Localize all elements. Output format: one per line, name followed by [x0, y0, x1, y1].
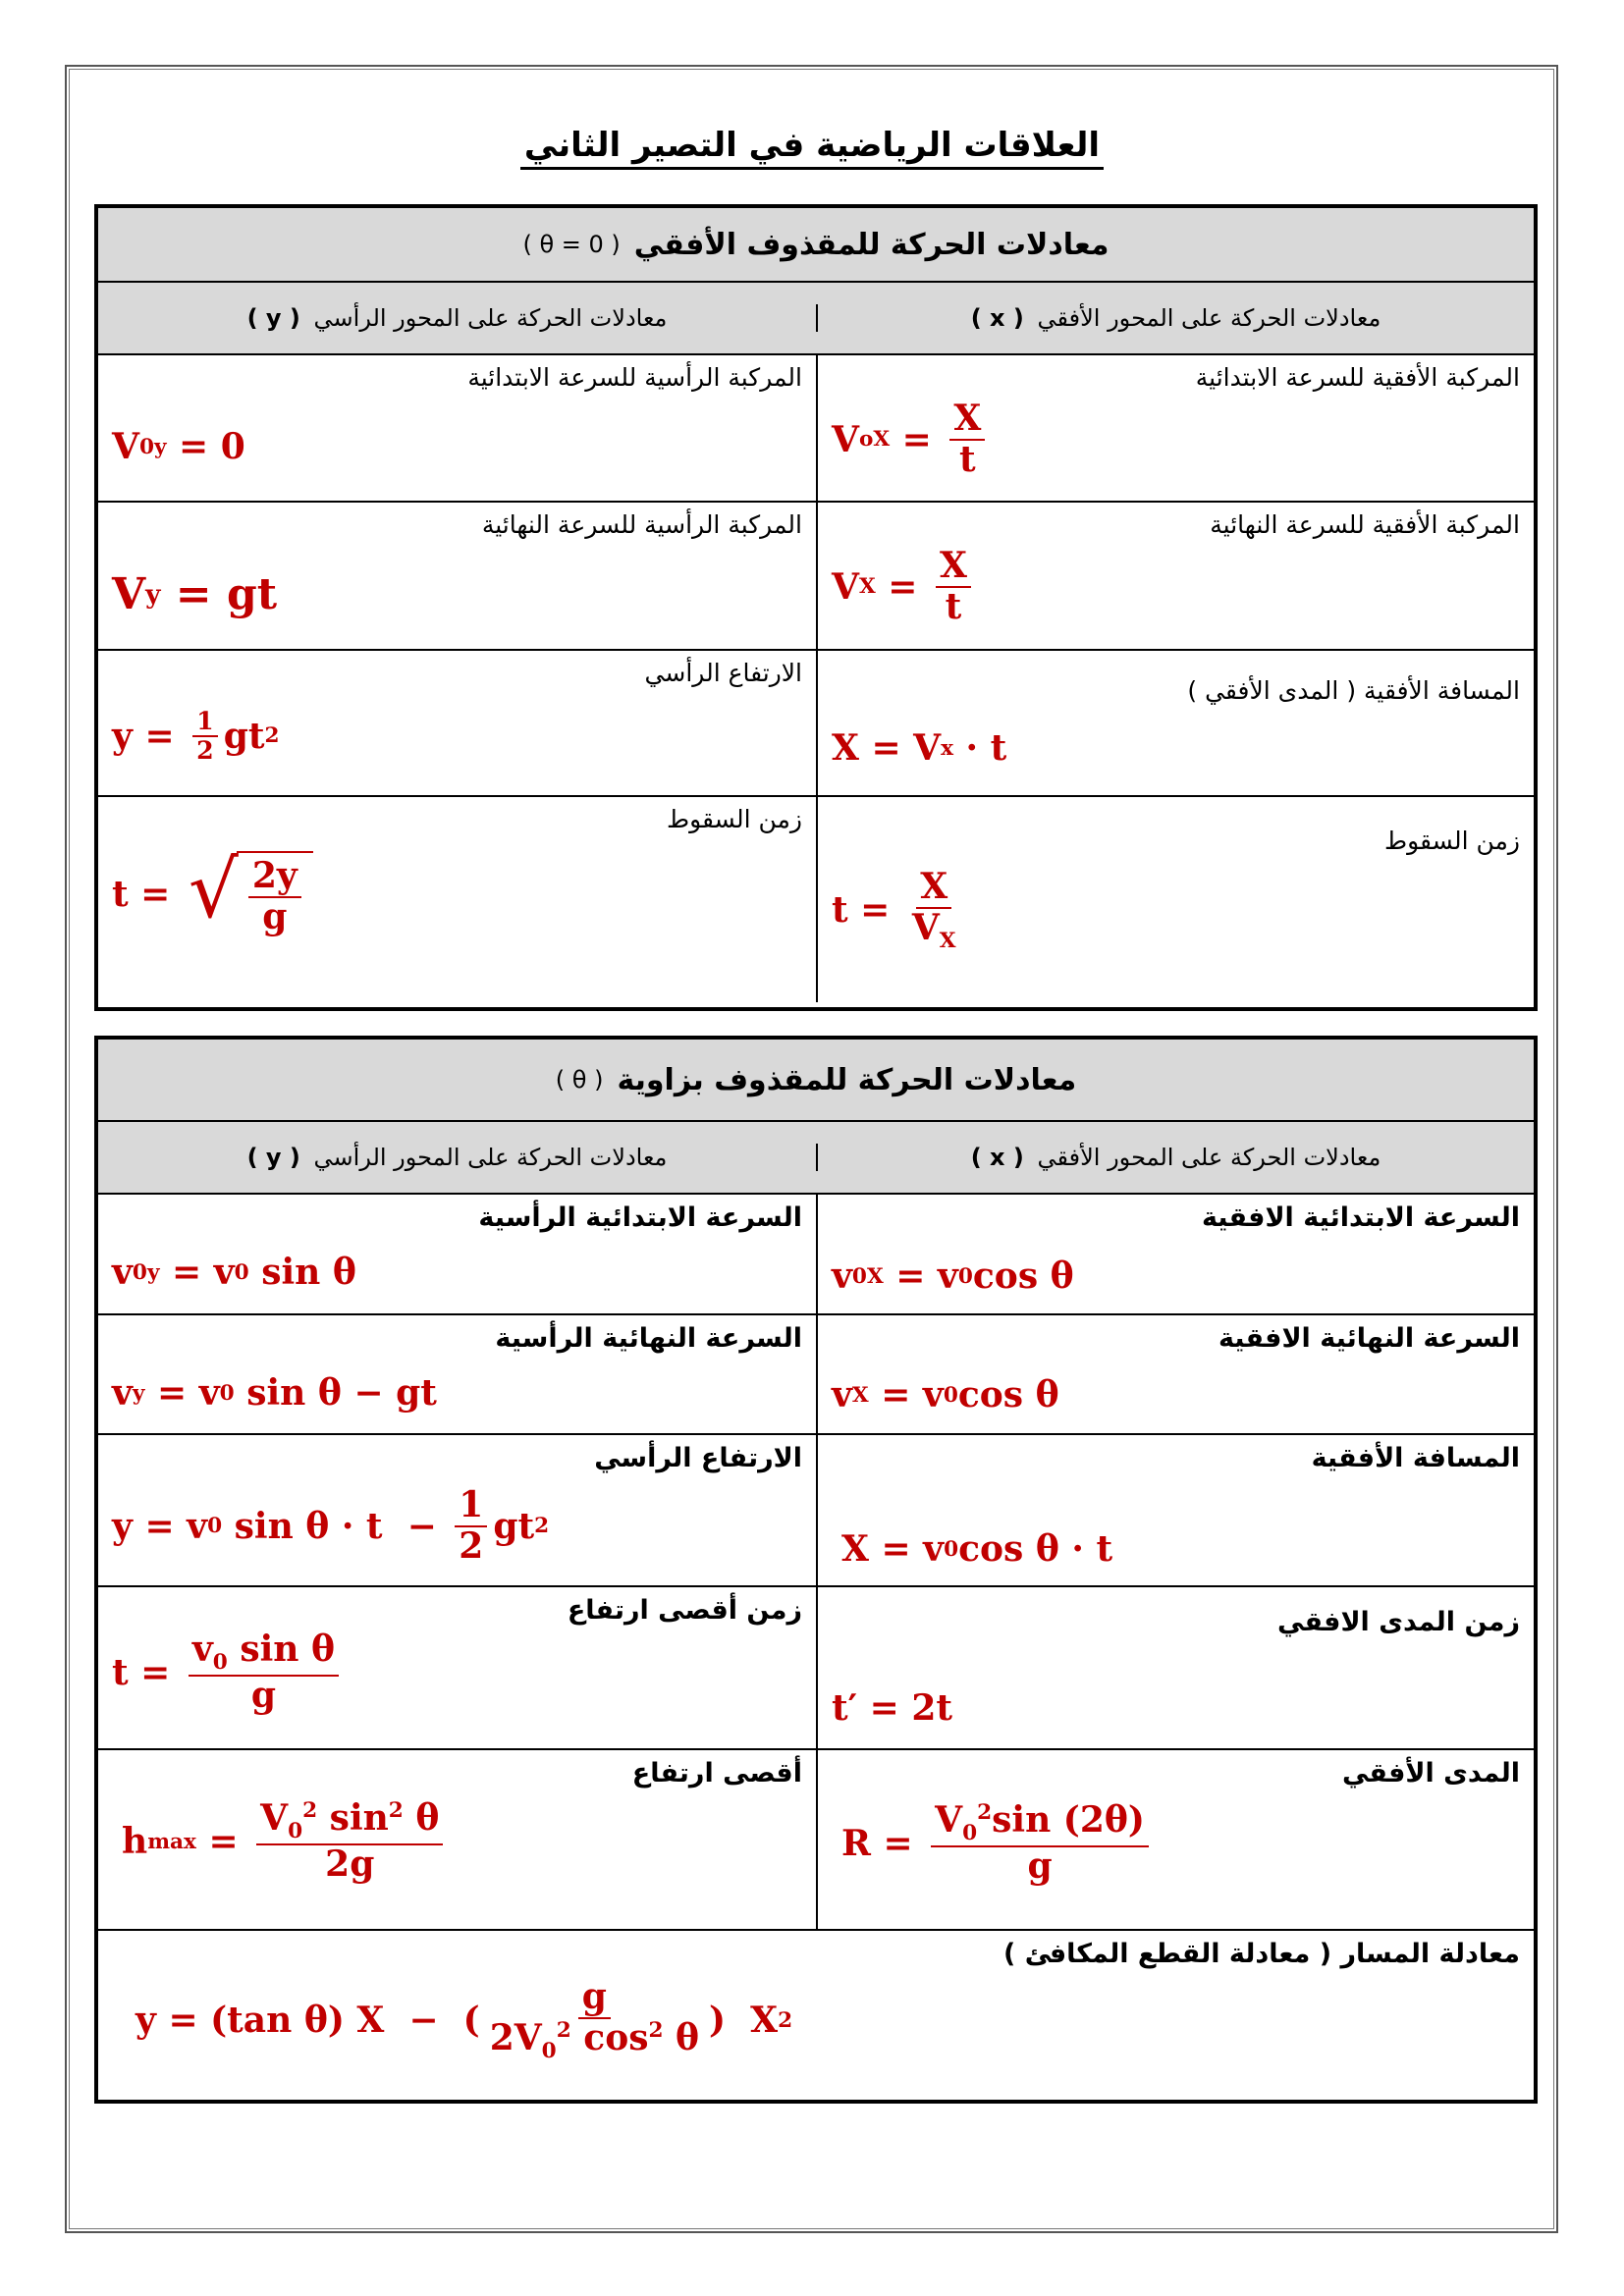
- equation-x-angle: X = v 0 cos θ · t: [841, 1528, 1113, 1570]
- cell-x-final-velocity: المركبة الأفقية للسرعة النهائية V X = $\frac{X}{t}$: [816, 503, 1534, 649]
- column-header-y: معادلات الحركة على المحور الرأسي ( y ): [246, 1144, 668, 1171]
- cell-trajectory: معادلة المسار ( معادلة القطع المكافئ ) y = (tan θ) X − ( $\frac{g}{2V_0^2 \cos^2 \theta}$ ) X 2: [135, 1939, 1520, 2063]
- equation-vx: V X = $\frac{X}{t}$: [832, 547, 977, 626]
- table-row: [98, 1750, 1534, 1931]
- column-header-y: معادلات الحركة على المحور الرأسي ( y ): [246, 304, 668, 332]
- cell-y-initial-velocity: السرعة الابتدائية الرأسية v 0y = v 0 sin θ: [112, 1202, 802, 1293]
- angled-projectile-table: [94, 1036, 1538, 2104]
- equation-v0y: V 0y = 0: [112, 426, 245, 467]
- cell-x-final-velocity: السرعة النهائية الافقية v X = v 0 cos θ: [816, 1315, 1534, 1433]
- equation-vy-angle: v y = v 0 sin θ − gt: [112, 1372, 437, 1414]
- cell-y-fall-time: زمن السقوط t = √ $\frac{2y}{g}$: [112, 805, 802, 937]
- table-row: [98, 1587, 1534, 1750]
- equation-t-prime: t′ = 2t: [832, 1687, 953, 1729]
- column-header-x: معادلات الحركة على المحور الأفقي ( x ): [816, 304, 1534, 332]
- equation-v0x: V oX = $\frac{X}{t}$: [832, 400, 991, 479]
- equation-range: R = $\frac{V_0^2\sin (2\theta)}{g}$: [841, 1801, 1155, 1887]
- table-header: معادلات الحركة للمقذوف الأفقي ( θ = 0 ): [98, 208, 1534, 283]
- table-row: [98, 1195, 1534, 1315]
- cell-y-height: الارتفاع الرأسي y = v 0 sin θ · t − $\frac{1}{2}$ gt 2: [112, 1443, 802, 1567]
- equation-v0y-angle: v 0y = v 0 sin θ: [112, 1252, 356, 1293]
- cell-x-distance: المسافة الأفقية X = v 0 cos θ · t: [816, 1435, 1534, 1585]
- equation-trajectory: y = (tan θ) X − ( $\frac{g}{2V_0^2 \cos^2 \theta}$ ) X 2: [135, 1976, 793, 2063]
- equation-v0x-angle: v 0X = v 0 cos θ: [832, 1255, 1074, 1297]
- table-row: [98, 1315, 1534, 1435]
- cell-x-initial-velocity: السرعة الابتدائية الافقية v 0X = v 0 cos θ: [816, 1195, 1534, 1313]
- table-header: معادلات الحركة للمقذوف بزاوية ( θ ): [98, 1040, 1534, 1122]
- equation-x-distance: X = V x · t: [832, 727, 1007, 769]
- cell-y-max-time: زمن أقصى ارتفاع t = $\frac{v_0 \sin \theta}{g}$: [112, 1595, 802, 1716]
- cell-y-max-height: أقصى ارتفاع h max = $\frac{V_0^2 \sin^2 \theta}{2g}$: [122, 1758, 802, 1885]
- page-title: العلاقات الرياضية في التصير الثاني: [0, 126, 1624, 165]
- cell-x-fall-time: زمن السقوط t = $\frac{X}{V_X}$: [816, 797, 1534, 1002]
- table-row: [98, 797, 1534, 1002]
- table-row: [98, 503, 1534, 651]
- equation-t-max: t = $\frac{v_0 \sin \theta}{g}$: [112, 1630, 345, 1716]
- equation-hmax: h max = $\frac{V_0^2 \sin^2 \theta}{2g}$: [122, 1799, 449, 1885]
- equation-t-x: t = $\frac{X}{V_X}$: [832, 866, 956, 953]
- column-headers: [98, 1122, 1534, 1195]
- horizontal-projectile-table: [94, 204, 1538, 1011]
- cell-y-final-velocity: السرعة النهائية الرأسية v y = v 0 sin θ − gt: [112, 1323, 802, 1414]
- cell-x-distance: المسافة الأفقية ( المدى الأفقي ) X = V x · t: [816, 651, 1534, 795]
- cell-x-range: المدى الأفقي R = $\frac{V_0^2\sin (2\theta)}{g}$: [816, 1750, 1534, 1929]
- equation-t-sqrt: t = √ $\frac{2y}{g}$: [112, 851, 313, 936]
- table-row: [98, 355, 1534, 503]
- cell-y-height: الارتفاع الرأسي y = $\frac{1}{2}$ gt 2: [112, 659, 802, 765]
- column-headers: [98, 283, 1534, 355]
- equation-vx-angle: v X = v 0 cos θ: [832, 1374, 1059, 1415]
- table-row: [98, 1931, 1534, 2102]
- table-row: [98, 651, 1534, 797]
- cell-x-initial-velocity: المركبة الأفقية للسرعة الابتدائية V oX = $\frac{X}{t}$: [816, 355, 1534, 501]
- equation-vy: V y = gt: [112, 569, 278, 619]
- equation-y-angle: y = v 0 sin θ · t − $\frac{1}{2}$ gt 2: [112, 1484, 550, 1567]
- cell-y-final-velocity: المركبة الرأسية للسرعة النهائية V y = gt: [112, 510, 802, 619]
- equation-y-height: y = $\frac{1}{2}$ gt 2: [112, 706, 280, 765]
- cell-y-initial-velocity: المركبة الرأسية للسرعة الابتدائية V 0y = 0: [112, 363, 802, 467]
- column-header-x: معادلات الحركة على المحور الأفقي ( x ): [816, 1144, 1534, 1171]
- cell-x-range-time: زمن المدى الافقي t′ = 2t: [816, 1587, 1534, 1748]
- table-row: [98, 1435, 1534, 1587]
